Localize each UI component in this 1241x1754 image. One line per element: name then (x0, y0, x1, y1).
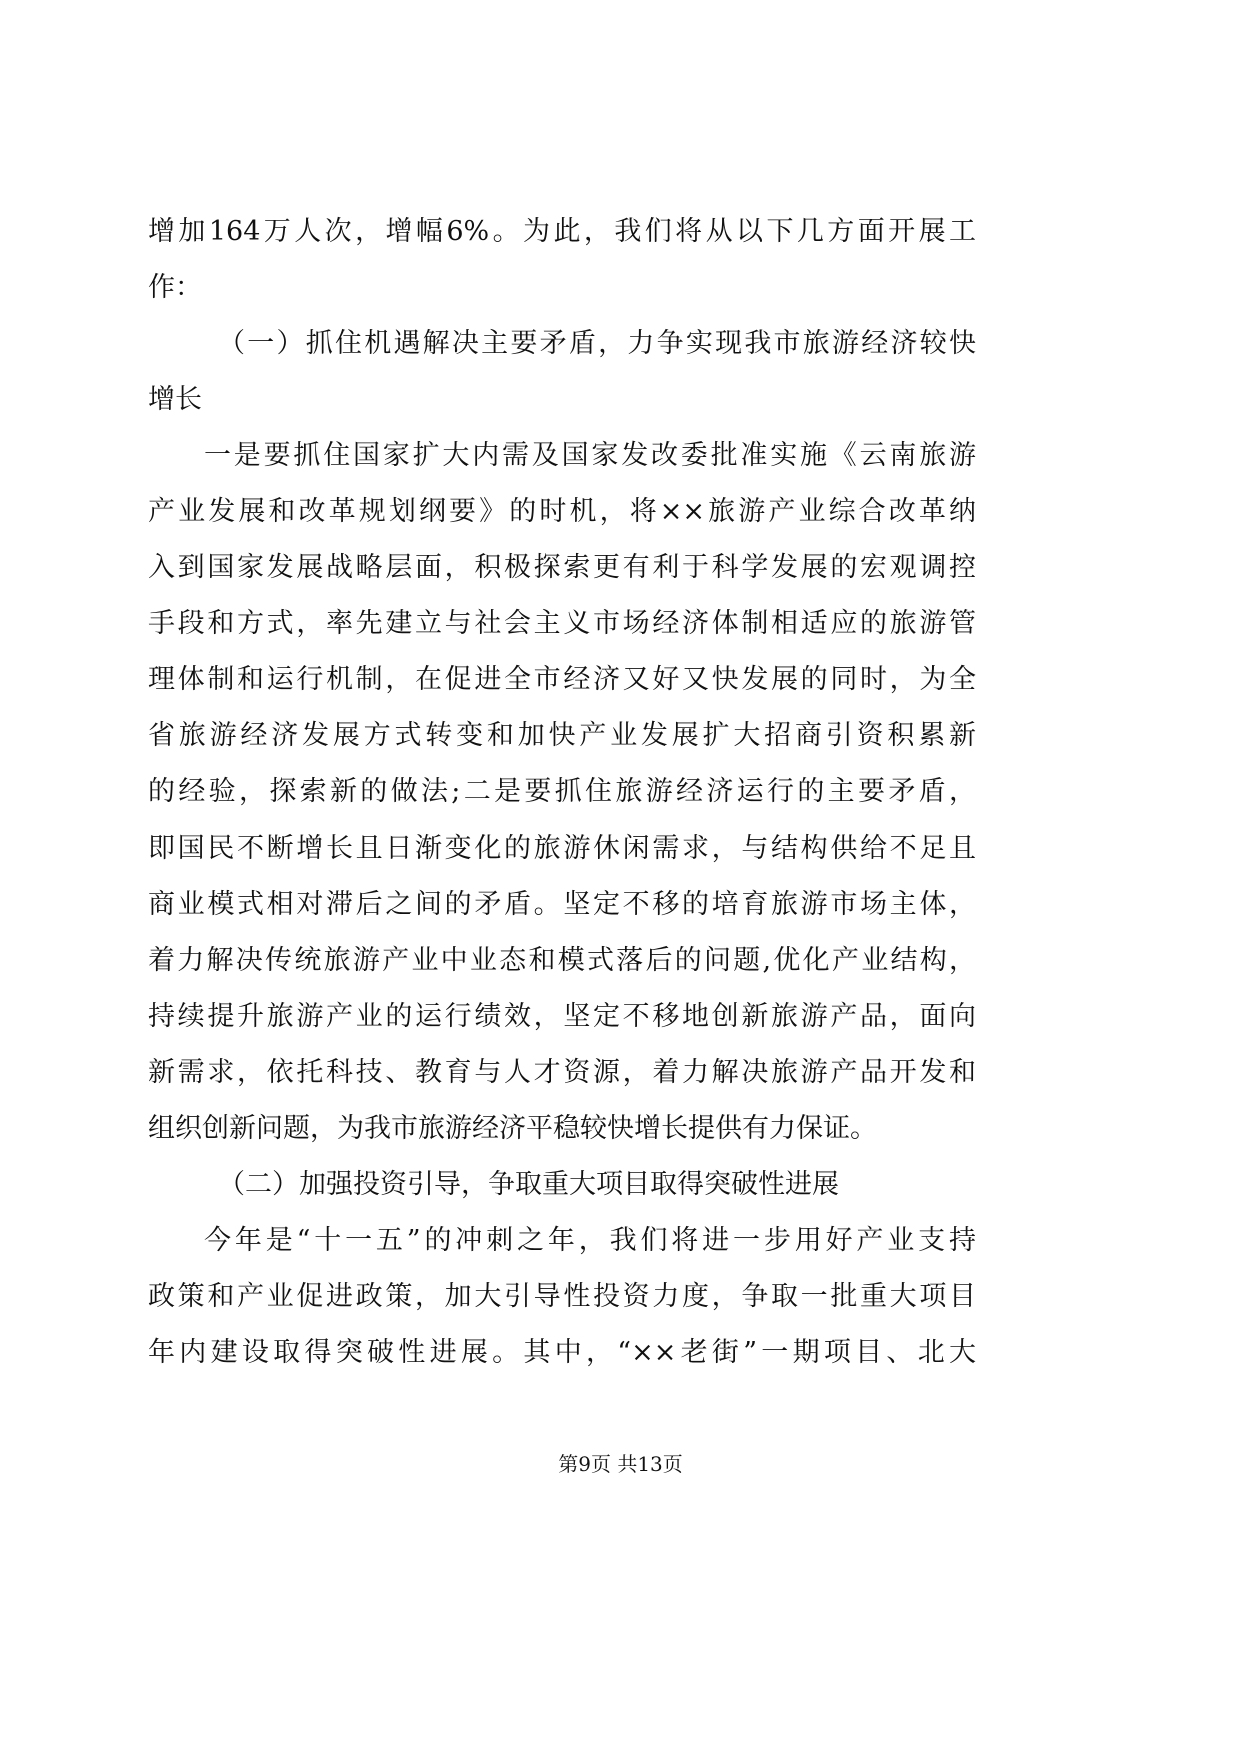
text-line: 着力解决传统旅游产业中业态和模式落后的问题,优化产业结构， (148, 944, 976, 976)
text-line: 理体制和运行机制，在促进全市经济又好又快发展的同时，为全 (148, 664, 976, 696)
text-line: 入到国家发展战略层面，积极探索更有利于科学发展的宏观调控 (148, 552, 976, 584)
text-line: 省旅游经济发展方式转变和加快产业发展扩大招商引资积累新 (148, 720, 976, 752)
text-line: （一）抓住机遇解决主要矛盾，力争实现我市旅游经济较快 (218, 328, 976, 360)
text-line: 组织创新问题，为我市旅游经济平稳较快增长提供有力保证。 (148, 1112, 877, 1144)
page-footer: 第9页 共13页 (558, 1452, 683, 1476)
text-line: 持续提升旅游产业的运行绩效，坚定不移地创新旅游产品，面向 (148, 1000, 976, 1032)
text-line: （二）加强投资引导，争取重大项目取得突破性进展 (218, 1168, 839, 1200)
text-line: 的经验，探索新的做法;二是要抓住旅游经济运行的主要矛盾， (148, 776, 976, 808)
text-line: 新需求，依托科技、教育与人才资源，着力解决旅游产品开发和 (148, 1056, 976, 1088)
text-line: 年内建设取得突破性进展。其中，“××老街”一期项目、北大 (148, 1336, 976, 1368)
text-line: 增长 (148, 384, 202, 416)
text-line: 手段和方式，率先建立与社会主义市场经济体制相适应的旅游管 (148, 608, 976, 640)
text-line: 政策和产业促进政策，加大引导性投资力度，争取一批重大项目 (148, 1280, 976, 1312)
text-line: 一是要抓住国家扩大内需及国家发改委批准实施《云南旅游 (204, 440, 976, 472)
text-line: 产业发展和改革规划纲要》的时机，将××旅游产业综合改革纳 (148, 496, 976, 528)
text-line: 即国民不断增长且日渐变化的旅游休闲需求，与结构供给不足且 (148, 832, 976, 864)
text-line: 增加164万人次，增幅6%。为此，我们将从以下几方面开展工 (148, 216, 976, 247)
text-line: 作： (148, 272, 202, 304)
text-line: 今年是“十一五”的冲刺之年，我们将进一步用好产业支持 (204, 1224, 976, 1256)
text-line: 商业模式相对滞后之间的矛盾。坚定不移的培育旅游市场主体， (148, 888, 976, 920)
document-body (148, 214, 976, 1391)
